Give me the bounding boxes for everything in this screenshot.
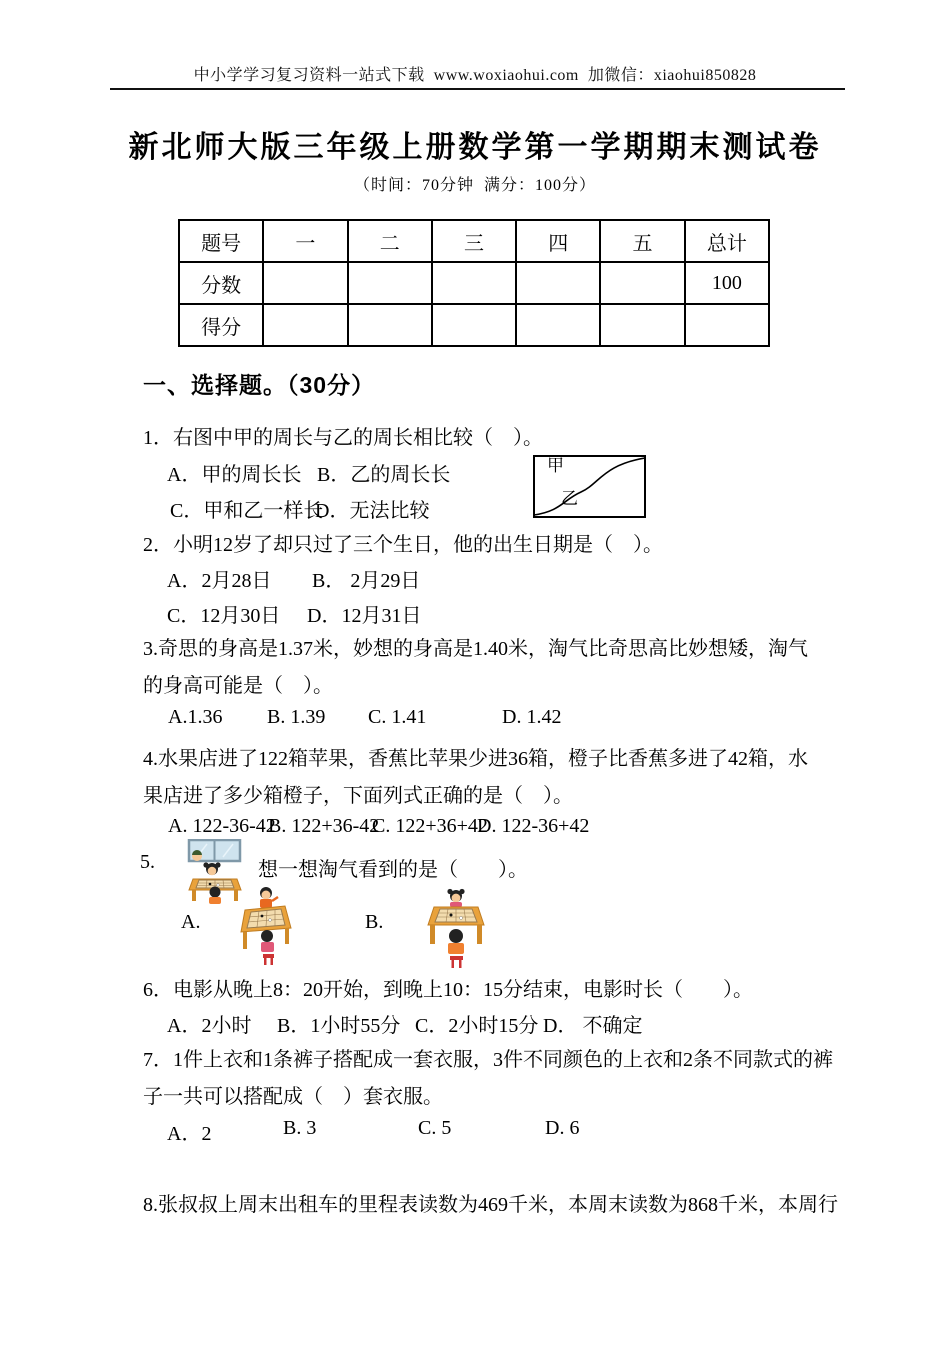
score-table-cell [263,304,347,346]
perimeter-figure-image [533,455,646,519]
question-3-option-d: D. 1.42 [502,706,562,728]
score-table-cell: 分数 [179,262,263,304]
question-7-option-b: B. 3 [283,1117,317,1139]
score-table-cell [516,304,600,346]
question-6-option-c: C．2小时15分 [415,1015,539,1037]
question-4-text-line2: 果店进了多少箱橙子，下面列式正确的是（ ）。 [143,785,573,807]
question-4-option-b: B. 122+36-42 [268,815,380,837]
question-2-option-a: A．2月28日 [167,570,272,592]
question-3-option-b: B. 1.39 [267,706,326,728]
question-7-text-line1: 7．1件上衣和1条裤子搭配成一套衣服，3件不同颜色的上衣和2条不同款式的裤 [143,1049,833,1071]
question-2-option-b: B． 2月29日 [312,570,421,592]
site-watermark-text: 中小学学习复习资料一站式下载 www.woxiaohui.com 加微信：xiaohui850828 [193,67,757,84]
score-table-cell [600,304,684,346]
score-table-cell [432,304,516,346]
page-title: 新北师大版三年级上册数学第一学期期末测试卷 [128,131,822,164]
question-4-option-d: D. 122-36+42 [477,815,590,837]
question-1-option-a: A．甲的周长长 [167,464,302,486]
question-6-option-a: A．2小时 [167,1015,252,1037]
question-5-option-b-label: B. [365,911,384,933]
score-table-cell: 题号 [179,220,263,262]
question-7-option-d: D. 6 [545,1117,580,1139]
score-table-cell: 三 [432,220,516,262]
question-6-text: 6．电影从晚上8：20开始，到晚上10：15分结束，电影时长（ ）。 [143,979,753,1001]
seated-child-icon [261,930,274,965]
girl-player-icon [203,862,220,875]
question-1-text: 1．右图中甲的周长与乙的周长相比较（ ）。 [143,427,543,449]
score-table [178,219,770,347]
girl-player-icon [447,889,464,907]
score-table-cell [263,262,347,304]
question-4-text-line1: 4.水果店进了122箱苹果，香蕉比苹果少进36箱，橙子比香蕉多进了42箱，水 [143,748,808,770]
score-table-cell [600,262,684,304]
score-table-cell [348,304,432,346]
page-subtitle: （时间：70分钟 满分：100分） [353,177,596,194]
score-table-cell: 四 [516,220,600,262]
seated-child-icon [448,929,464,968]
question-2-text: 2．小明12岁了却只过了三个生日，他的出生日期是（ ）。 [143,534,663,556]
figure-label-jia: 甲 [547,456,564,475]
score-table-cell [432,262,516,304]
question-3-option-a: A.1.36 [168,706,223,728]
score-table-cell [348,262,432,304]
score-table-cell [516,262,600,304]
question-1-option-d: D．无法比较 [315,500,430,522]
question-4-option-a: A. 122-36-42 [168,815,276,837]
section-1-heading: 一、选择题。（30分） [143,372,376,398]
question-3-text-line1: 3.奇思的身高是1.37米，妙想的身高是1.40米，淘气比奇思高比妙想矮，淘气 [143,638,808,660]
question-5-option-a-label: A. [181,911,201,933]
score-table-cell [685,304,769,346]
peeking-boy-icon [192,850,202,861]
question-4-option-c: C. 122+36+42 [372,815,488,837]
question-5-option-a-image [239,886,293,966]
question-7-text-line2: 子一共可以搭配成（ ）套衣服。 [143,1086,443,1108]
question-1-option-c: C．甲和乙一样长 [170,500,324,522]
seated-child-icon [209,887,221,905]
score-table-gain-row [179,304,769,346]
question-5-option-b-image [420,888,492,970]
question-3-option-c: C. 1.41 [368,706,427,728]
score-table-score-row [179,262,769,304]
score-table-cell: 得分 [179,304,263,346]
question-5-number: 5. [140,851,155,873]
score-table-cell: 总计 [685,220,769,262]
score-table-cell: 100 [685,262,769,304]
question-6-option-d: D． 不确定 [543,1015,643,1037]
score-table-header-row [179,220,769,262]
score-table-cell: 二 [348,220,432,262]
question-2-option-c: C．12月30日 [167,605,281,627]
score-table-cell: 一 [263,220,347,262]
question-7-option-a: A．2 [167,1123,212,1145]
question-5-text: 想一想淘气看到的是（ ）。 [258,859,528,881]
score-table-cell: 五 [600,220,684,262]
standing-boy-icon [260,887,278,908]
figure-label-yi: 乙 [561,489,578,508]
question-5-scene-image [185,839,245,905]
header-divider-line [110,88,845,90]
question-8-text-line1: 8.张叔叔上周末出租车的里程表读数为469千米，本周末读数为868千米，本周行 [143,1194,838,1216]
question-3-text-line2: 的身高可能是（ ）。 [143,675,333,697]
question-6-option-b: B．1小时55分 [277,1015,401,1037]
question-2-option-d: D．12月31日 [307,605,422,627]
question-7-option-c: C. 5 [418,1117,452,1139]
question-1-option-b: B．乙的周长长 [317,464,451,486]
